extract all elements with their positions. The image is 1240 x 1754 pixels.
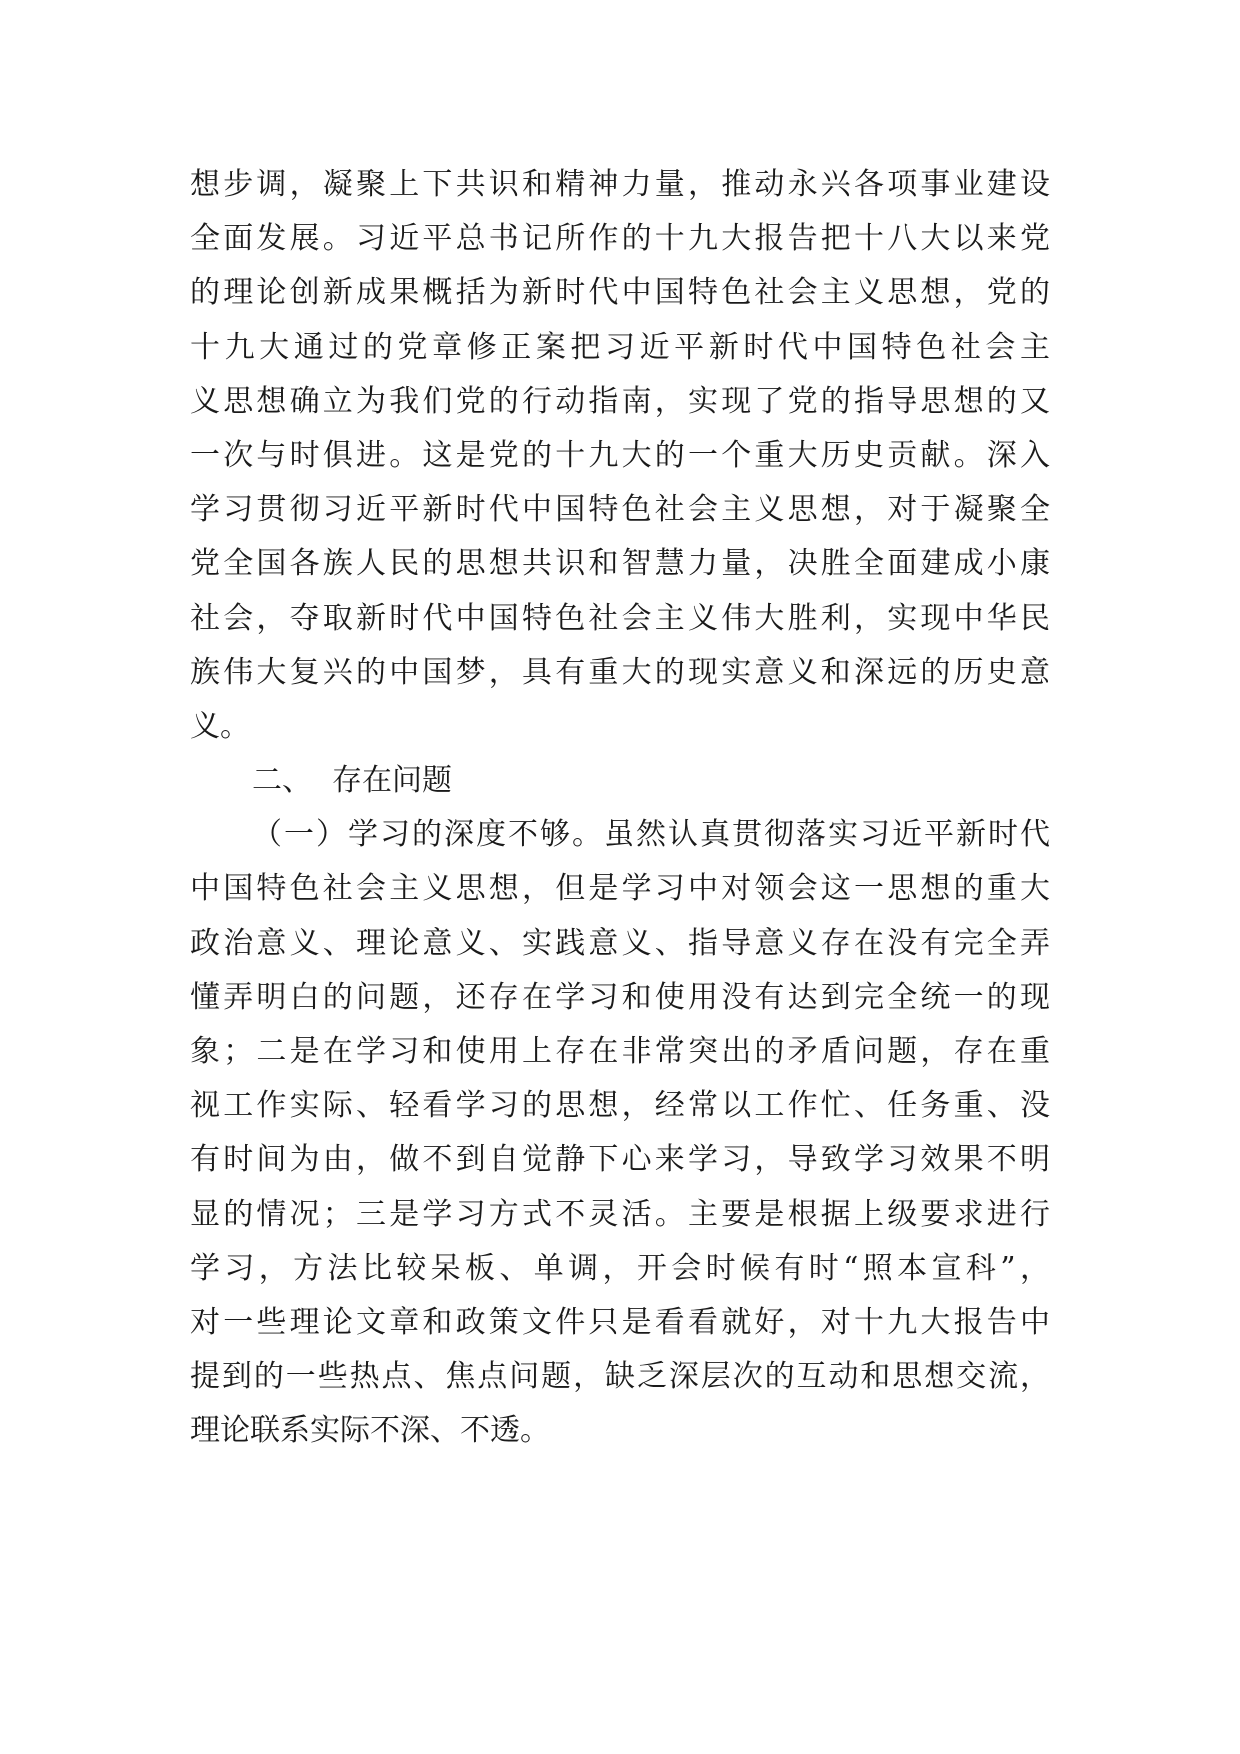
- text-line: 显的情况；三是学习方式不灵活。主要是根据上级要求进行: [190, 1196, 1050, 1232]
- text-line: 中国特色社会主义思想，但是学习中对领会这一思想的重大: [190, 871, 1050, 907]
- text-line: 一次与时俱进。这是党的十九大的一个重大历史贡献。深入: [190, 437, 1050, 473]
- text-line: 想步调，凝聚上下共识和精神力量，推动永兴各项事业建设: [190, 167, 1050, 202]
- text-line: 视工作实际、轻看学习的思想，经常以工作忙、任务重、没: [190, 1088, 1050, 1124]
- paragraph-2: [190, 808, 1050, 1458]
- document-page: [190, 158, 1050, 1459]
- text-line: 的理论创新成果概括为新时代中国特色社会主义思想，党的: [190, 275, 1050, 311]
- text-line: 义思想确立为我们党的行动指南，实现了党的指导思想的又: [190, 383, 1050, 419]
- section-title: 存在问题: [332, 763, 452, 799]
- text-line: 义。: [190, 708, 250, 744]
- section-heading: [190, 754, 1050, 808]
- text-line: 学习，方法比较呆板、单调，开会时候有时“照本宣科”，: [190, 1250, 1050, 1286]
- text-line: 提到的一些热点、焦点问题，缺乏深层次的互动和思想交流，: [190, 1359, 1050, 1395]
- text-line: 党全国各族人民的思想共识和智慧力量，决胜全面建成小康: [190, 546, 1050, 582]
- text-line: 全面发展。习近平总书记所作的十九大报告把十八大以来党: [190, 221, 1050, 257]
- text-line: 有时间为由，做不到自觉静下心来学习，导致学习效果不明: [190, 1142, 1050, 1178]
- section-number: 二、: [252, 763, 312, 799]
- text-line: 懂弄明白的问题，还存在学习和使用没有达到完全统一的现: [190, 979, 1050, 1015]
- text-line: 象；二是在学习和使用上存在非常突出的矛盾问题，存在重: [190, 1034, 1050, 1069]
- text-line: 对一些理论文章和政策文件只是看看就好，对十九大报告中: [190, 1304, 1050, 1340]
- text-line: 族伟大复兴的中国梦，具有重大的现实意义和深远的历史意: [190, 654, 1050, 690]
- text-line: 学习贯彻习近平新时代中国特色社会主义思想，对于凝聚全: [190, 492, 1050, 528]
- text-line: 社会，夺取新时代中国特色社会主义伟大胜利，实现中华民: [190, 600, 1050, 636]
- paragraph-1: [190, 158, 1050, 754]
- text-line: 十九大通过的党章修正案把习近平新时代中国特色社会主: [190, 329, 1050, 365]
- text-line: （一）学习的深度不够。虽然认真贯彻落实习近平新时代: [252, 817, 1050, 853]
- text-line: 理论联系实际不深、不透。: [190, 1413, 550, 1449]
- text-line: 政治意义、理论意义、实践意义、指导意义存在没有完全弄: [190, 925, 1050, 961]
